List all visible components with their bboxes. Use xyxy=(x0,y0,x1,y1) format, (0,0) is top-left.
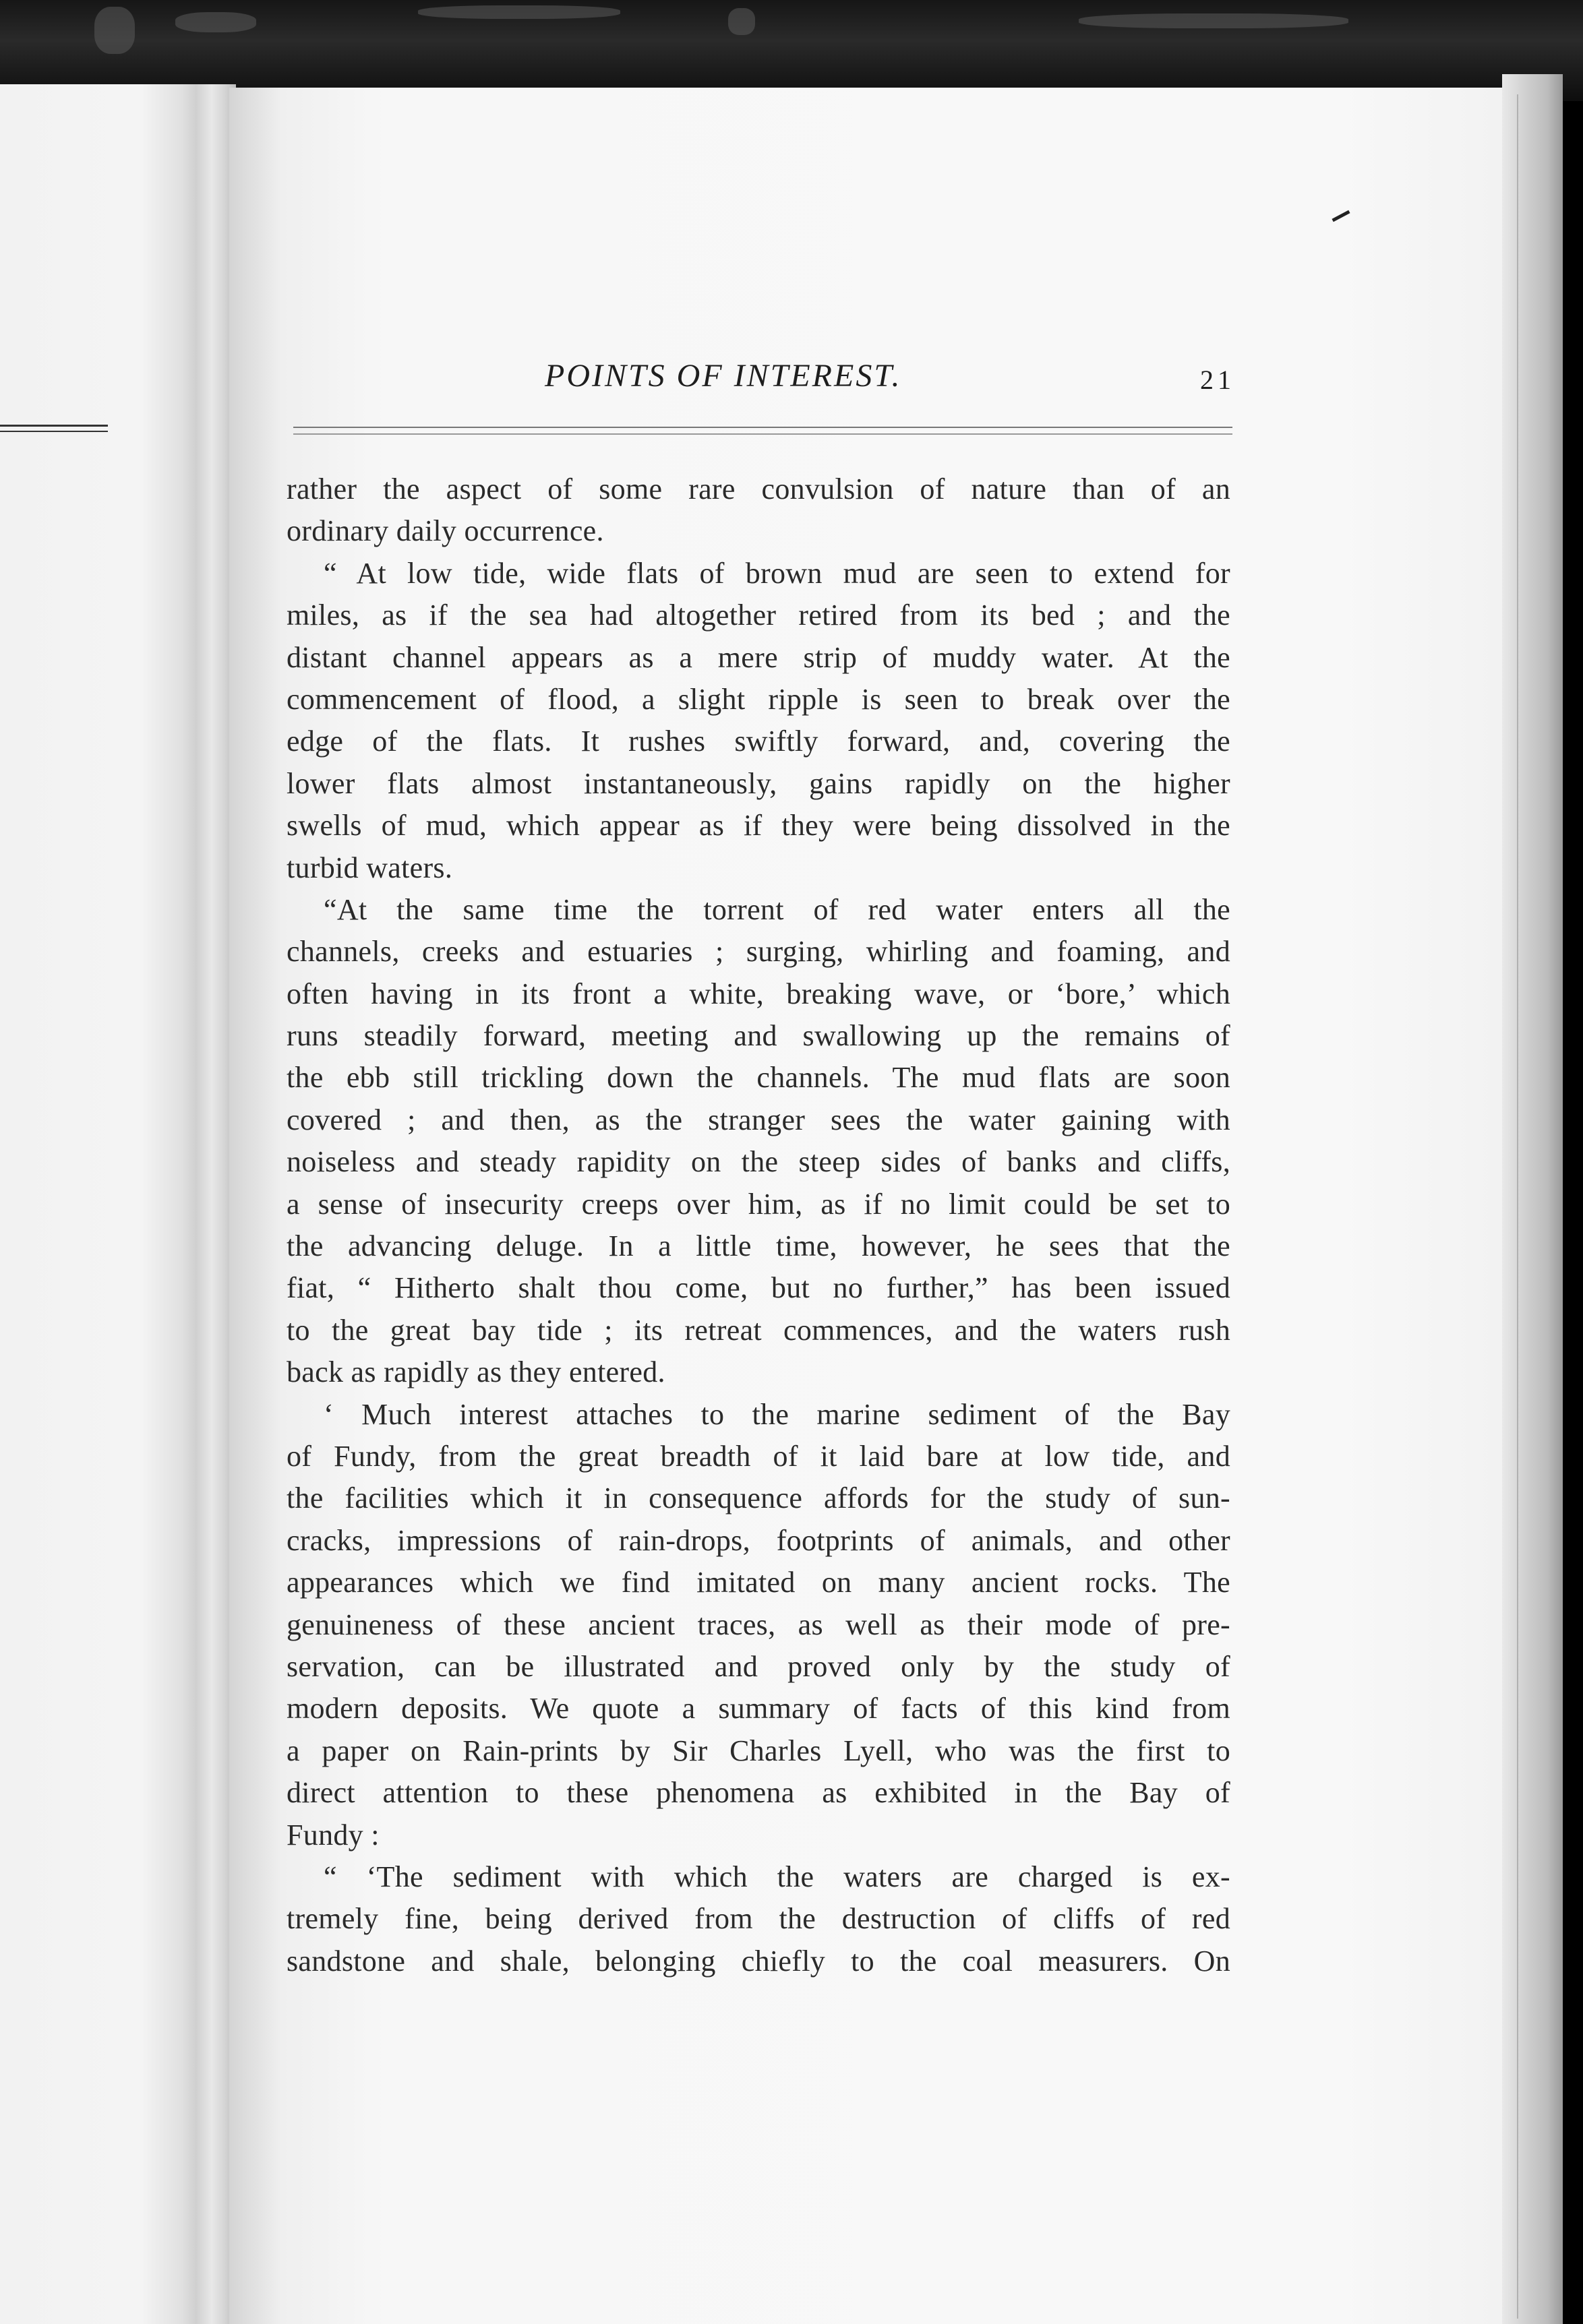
text-line: lower flats almost instantaneously, gains rapidly on the higher xyxy=(287,766,1230,800)
text-line: channels, creeks and estuaries ; surging, whirling and foaming, and xyxy=(287,935,1230,969)
text-line: cracks, impressions of rain-drops, footprints of animals, and other xyxy=(287,1523,1230,1557)
text-line: edge of the flats. It rushes swiftly forward, and, covering the xyxy=(287,725,1230,758)
text-line: covered ; and then, as the stranger sees the water gaining with xyxy=(287,1103,1230,1136)
text-line: miles, as if the sea had altogether retired from its bed ; and the xyxy=(287,599,1230,632)
left-page-rule xyxy=(0,425,108,432)
text-line: a paper on Rain-prints by Sir Charles Lyell, who was the first to xyxy=(287,1734,1230,1767)
text-line: often having in its front a white, breaking wave, or ‘bore,’ which xyxy=(287,977,1230,1010)
text-line: fiat, “ Hitherto shalt thou come, but no further,” has been issued xyxy=(287,1271,1230,1305)
text-line: appearances which we find imitated on many ancient rocks. The xyxy=(287,1566,1230,1599)
text-line: modern deposits. We quote a summary of facts of this kind from xyxy=(287,1692,1230,1725)
text-line: noiseless and steady rapidity on the steep sides of banks and cliffs, xyxy=(287,1145,1230,1179)
text-line: direct attention to these phenomena as exhibited in the Bay of xyxy=(287,1776,1230,1810)
text-line: servation, can be illustrated and proved only by the study of xyxy=(287,1649,1230,1683)
header-rule xyxy=(293,427,1232,435)
text-line: Fundy : xyxy=(287,1818,380,1852)
text-line: “ At low tide, wide flats of brown mud are seen to extend for xyxy=(324,556,1230,590)
text-line: “ ‘The sediment with which the waters are charged is ex- xyxy=(324,1860,1230,1893)
text-line: runs steadily forward, meeting and swallowing up the remains of xyxy=(287,1019,1230,1053)
text-line: rather the aspect of some rare convulsion of nature than of an xyxy=(287,472,1230,506)
text-line: sandstone and shale, belonging chiefly to the coal measurers. On xyxy=(287,1944,1230,1978)
body-text xyxy=(287,468,1230,1982)
text-line: swells of mud, which appear as if they were being dissolved in the xyxy=(287,809,1230,843)
page-number: 21 xyxy=(1200,365,1235,395)
running-head: POINTS OF INTEREST. xyxy=(545,358,902,394)
text-line: to the great bay tide ; its retreat commences, and the waters rush xyxy=(287,1313,1230,1347)
text-line: the ebb still trickling down the channels. The mud flats are soon xyxy=(287,1061,1230,1095)
text-line: commencement of flood, a slight ripple is seen to break over the xyxy=(287,682,1230,716)
page-edge-line xyxy=(1517,94,1518,2319)
text-line: back as rapidly as they entered. xyxy=(287,1355,665,1389)
text-line: tremely fine, being derived from the destruction of cliffs of red xyxy=(287,1902,1230,1936)
text-line: genuineness of these ancient traces, as well as their mode of pre- xyxy=(287,1608,1230,1641)
scan-border-top xyxy=(0,0,1583,101)
text-line: a sense of insecurity creeps over him, as if no limit could be set to xyxy=(287,1187,1230,1221)
text-line: ‘ Much interest attaches to the marine sediment of the Bay xyxy=(324,1397,1230,1431)
text-line: ordinary daily occurrence. xyxy=(287,514,604,548)
text-line: the advancing deluge. In a little time, however, he sees that the xyxy=(287,1229,1230,1263)
facing-page-left xyxy=(0,84,202,2324)
text-line: of Fundy, from the great breadth of it laid bare at low tide, and xyxy=(287,1439,1230,1473)
page-edge-stack xyxy=(1502,74,1563,2324)
text-line: distant channel appears as a mere strip of muddy water. At the xyxy=(287,640,1230,674)
text-line: the facilities which it in consequence affords for the study of sun- xyxy=(287,1481,1230,1515)
text-line: “At the same time the torrent of red water enters all the xyxy=(324,892,1230,926)
text-line: turbid waters. xyxy=(287,851,453,884)
